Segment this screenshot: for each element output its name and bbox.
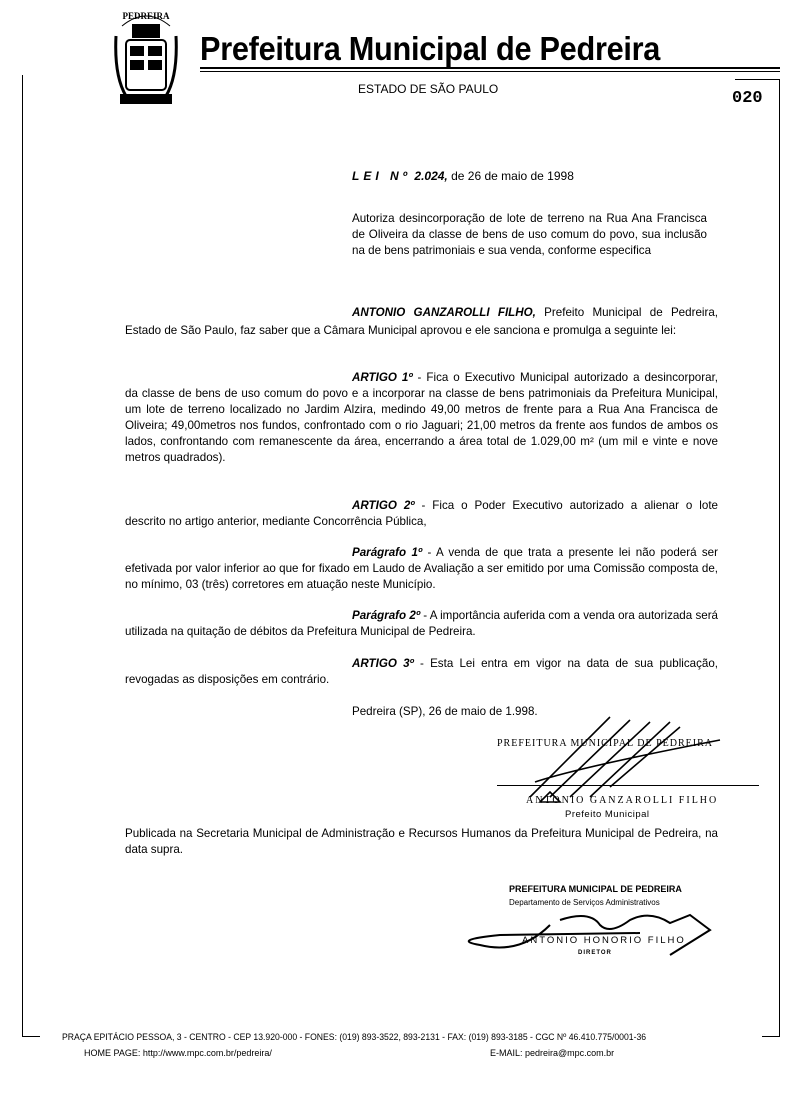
paragraph-2-text: - A importância auferida com a venda ora autorizada será utilizada na quitação de débitos da Prefeitura Municipal de Pedreira. xyxy=(125,609,719,638)
article-3-text: - Esta Lei entra em vigor na data de sua publicação, revogadas as disposições em contrário. xyxy=(125,657,719,686)
law-label: LEI Nº xyxy=(352,169,412,183)
signature-1-role: Prefeito Municipal xyxy=(565,809,650,820)
signature-2-name: ANTONIO HONORIO FILHO xyxy=(522,935,686,946)
crest-lettering: PEDREIRA xyxy=(122,11,170,21)
article-2-label: ARTIGO 2º xyxy=(352,499,415,512)
article-2-text: - Fica o Poder Executivo autorizado a alienar o lote descrito no artigo anterior, mediante Concorrência Pública, xyxy=(125,499,718,528)
preamble-text: Prefeito Municipal de Pedreira, Estado de São Paulo, faz saber que a Câmara Municipal aprovou e ele sanciona e promulga a seguinte lei: xyxy=(125,306,718,337)
article-3-label: ARTIGO 3º xyxy=(352,657,414,670)
law-ementa: Autoriza desincorporação de lote de terreno na Rua Ana Francisca de Oliveira da classe de bens de uso comum do povo, sua inclusão na de bens patrimoniais e sua venda, conforme especifica xyxy=(352,212,707,257)
place-date: Pedreira (SP), 26 de maio de 1.998. xyxy=(352,705,538,718)
article-1-label: ARTIGO 1º xyxy=(352,371,413,384)
preamble xyxy=(125,304,718,340)
signature-2-stamp: PREFEITURA MUNICIPAL DE PEDREIRA xyxy=(509,884,682,894)
paragraph-1-text: - A venda de que trata a presente lei não poderá ser efetivada por valor inferior ao que for fixado em Laudo de Avaliação a ser emitido por uma Comissão composta de, no mínimo, 03 (três) corretores em atuação neste Município. xyxy=(125,546,718,591)
signature-2-role: DIRETOR xyxy=(578,950,612,956)
article-2 xyxy=(125,498,718,530)
publication-note: Publicada na Secretaria Municipal de Administração e Recursos Humanos da Prefeitura Municipal de Pedreira, na data supra. xyxy=(125,827,718,856)
signature-1-stamp: PREFEITURA MUNICIPAL DE PEDREIRA xyxy=(497,738,713,749)
paragraph-1-label: Parágrafo 1º xyxy=(352,546,423,559)
footer-address: PRAÇA EPITÁCIO PESSOA, 3 - CENTRO - CEP 13.920-000 - FONES: (019) 893-3522, 893-2131 - FAX: (019) 893-3185 - CGC Nº 46.410.775/0001-36 xyxy=(62,1032,647,1042)
paragraph-2-label: Parágrafo 2º xyxy=(352,609,421,622)
municipal-crest-logo xyxy=(112,6,180,118)
mayor-name: ANTONIO GANZAROLLI FILHO, xyxy=(352,306,536,319)
signature-1-handwriting xyxy=(520,712,760,812)
page-number-box-top xyxy=(735,79,780,80)
footer-homepage[interactable]: HOME PAGE: http://www.mpc.com.br/pedreira/ xyxy=(84,1048,272,1058)
page-border-bottom-left xyxy=(22,1036,40,1037)
paragraph-2 xyxy=(125,608,718,640)
article-1 xyxy=(125,370,718,466)
page-title: Prefeitura Municipal de Pedreira xyxy=(200,30,661,67)
page-border-left xyxy=(22,75,23,1037)
article-3 xyxy=(125,656,718,688)
page-border-bottom-right xyxy=(762,1036,780,1037)
page-border-right xyxy=(779,80,780,1036)
law-heading xyxy=(352,169,574,183)
title-underline-thin xyxy=(200,71,780,72)
signature-2-department: Departamento de Serviços Administrativos xyxy=(509,898,660,907)
footer-email[interactable]: E-MAIL: pedreira@mpc.com.br xyxy=(490,1048,615,1058)
law-date: de 26 de maio de 1998 xyxy=(447,169,574,183)
page-number: 020 xyxy=(732,89,763,108)
law-number: 2.024, xyxy=(414,169,448,183)
state-subtitle: ESTADO DE SÃO PAULO xyxy=(358,82,499,96)
paragraph-1 xyxy=(125,545,718,593)
signature-2-handwriting xyxy=(440,895,730,965)
signature-1-name: ANTONIO GANZAROLLI FILHO xyxy=(526,795,719,806)
title-underline xyxy=(200,67,780,69)
article-1-text: - Fica o Executivo Municipal autorizado a desincorporar, da classe de bens de uso comum do povo e a incorporar na classe de bens patrimoniais da Prefeitura Municipal, um lote de terreno localizado no Jardim Alzira, medindo 49,00 metros de frente para a Rua Ana Francisca de Oliveira; 49,00metros nos fundos, confrontado com o rio Jaguari; 21,00 metros da frente aos fundos de ambos os lados, confrontando com remanescente da área, encerrando a área total de 1.029,00 m² (um mil e vinte e nove metros quadrados). xyxy=(125,371,719,464)
